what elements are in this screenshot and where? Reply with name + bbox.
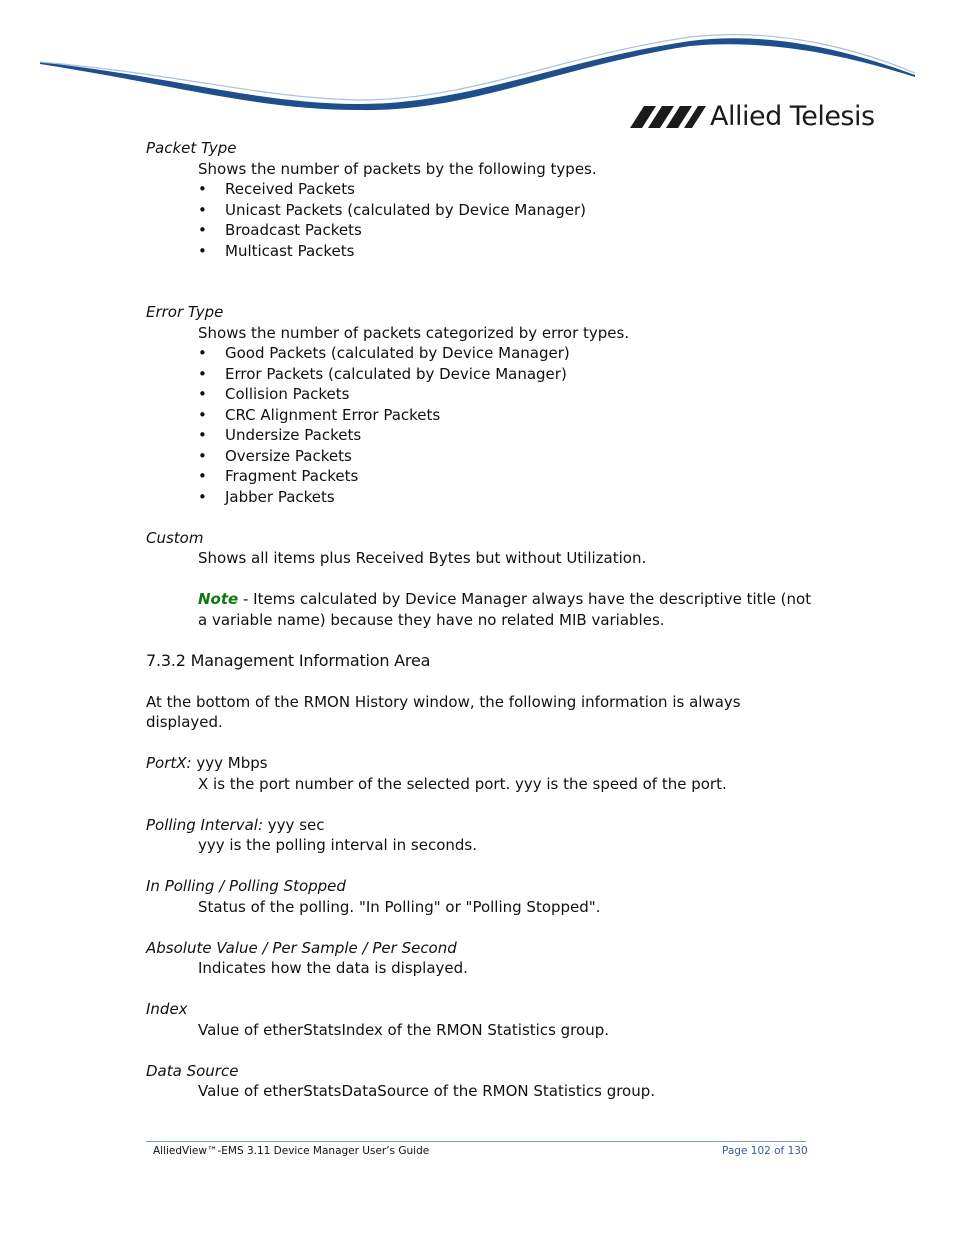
- entry-description: Value of etherStatsDataSource of the RMON Statistics group.: [198, 1082, 656, 1100]
- entry-description: Status of the polling. "In Polling" or "Polling Stopped".: [198, 897, 601, 916]
- list-item: • Multicast Packets: [198, 241, 816, 262]
- entry-description: X is the port number of the selected port. yyy is the speed of the port.: [198, 774, 727, 793]
- entry-description: Value of etherStatsIndex of the RMON Statistics group.: [198, 1020, 609, 1039]
- list-item: • Broadcast Packets: [198, 220, 816, 241]
- entry-title-suffix: yyy sec: [263, 815, 325, 834]
- list-item: • CRC Alignment Error Packets: [198, 405, 816, 426]
- info-entry: [146, 753, 816, 794]
- list-item: • Fragment Packets: [198, 466, 816, 487]
- list-item: • Jabber Packets: [198, 487, 816, 508]
- allied-telesis-logo-mark-icon: [630, 106, 706, 128]
- error-type-title: Error Type: [146, 303, 224, 321]
- list-item: • Unicast Packets (calculated by Device Manager): [198, 200, 816, 221]
- footer-divider: [146, 1141, 806, 1142]
- list-item: • Oversize Packets: [198, 446, 816, 467]
- entry-title: PortX:: [146, 754, 192, 772]
- list-item: • Received Packets: [198, 179, 816, 200]
- list-item: • Undersize Packets: [198, 425, 816, 446]
- note-label: Note: [198, 590, 239, 608]
- list-item: • Error Packets (calculated by Device Manager): [198, 364, 816, 385]
- custom-title: Custom: [146, 528, 204, 547]
- entry-title: Data Source: [146, 1061, 239, 1080]
- packet-type-description: Shows the number of packets by the following types.: [198, 159, 597, 178]
- custom-description: Shows all items plus Received Bytes but without Utilization.: [198, 549, 647, 567]
- section-intro: At the bottom of the RMON History window, the following information is always displayed.: [146, 692, 741, 731]
- error-type-description: Shows the number of packets categorized by error types.: [198, 323, 630, 342]
- company-logo: [630, 100, 875, 134]
- entry-title: In Polling / Polling Stopped: [146, 877, 346, 895]
- entry-title-suffix: yyy Mbps: [191, 754, 268, 772]
- entry-description: Indicates how the data is displayed.: [198, 959, 468, 977]
- list-item: • Collision Packets: [198, 384, 816, 405]
- footer-document-title: AlliedView™-EMS 3.11 Device Manager User’s Guide: [153, 1145, 430, 1157]
- entry-description: yyy is the polling interval in seconds.: [198, 836, 478, 854]
- logo-text: Allied Telesis: [710, 101, 875, 132]
- entry-title: Index: [146, 1000, 188, 1018]
- section-heading: 7.3.2 Management Information Area: [146, 650, 431, 670]
- info-entry: [146, 1061, 816, 1102]
- document-body: [146, 138, 816, 1102]
- entry-title: Absolute Value / Per Sample / Per Second: [146, 938, 457, 957]
- error-type-list: [146, 343, 816, 507]
- note-text: - Items calculated by Device Manager always have the descriptive title (not a variable name) because they have no related MIB variables.: [198, 590, 812, 629]
- info-entry: [146, 815, 816, 856]
- note-paragraph: [146, 589, 816, 630]
- info-entry: [146, 999, 816, 1040]
- packet-type-list: [146, 179, 816, 261]
- info-entry: [146, 938, 816, 979]
- packet-type-title: Packet Type: [146, 139, 237, 157]
- info-entry: [146, 876, 816, 917]
- footer-page-number: Page 102 of 130: [722, 1145, 808, 1157]
- entry-title: Polling Interval:: [146, 815, 264, 834]
- list-item: • Good Packets (calculated by Device Manager): [198, 343, 816, 364]
